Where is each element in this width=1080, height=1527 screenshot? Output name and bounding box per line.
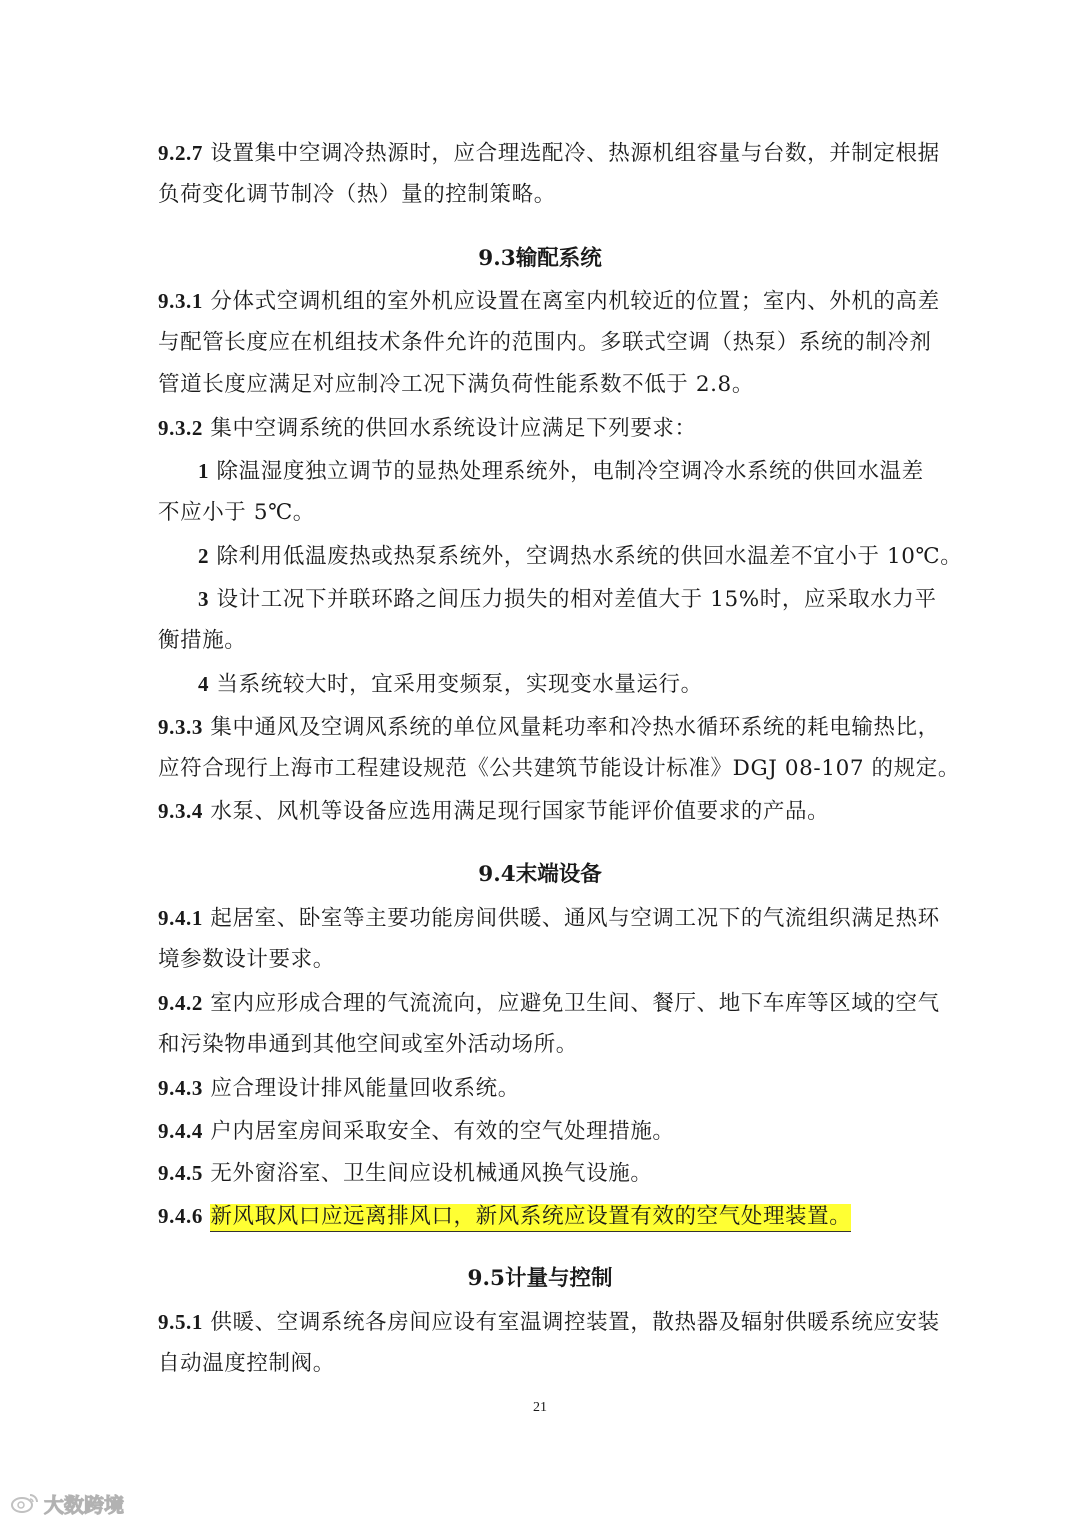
paragraph-text: 起居室、卧室等主要功能房间供暖、通风与空调工况下的气流组织满足热环 <box>203 906 940 931</box>
clause-number: 9.4.5 <box>158 1161 203 1185</box>
paragraph-9-4-1-line-2: 境参数设计要求。 <box>158 947 335 972</box>
paragraph-9-4-5 <box>158 1158 928 1189</box>
item-number: 3 <box>198 587 210 611</box>
clause-number: 9.5.1 <box>158 1310 203 1334</box>
clause-number: 9.4.1 <box>158 906 203 930</box>
clause-number: 9.3.3 <box>158 715 203 739</box>
paragraph-9-3-1-line-2: 与配管长度应在机组技术条件允许的范围内。多联式空调（热泵）系统的制冷剂 <box>158 330 932 355</box>
paragraph-text: 集中空调系统的供回水系统设计应满足下列要求： <box>203 416 697 441</box>
paragraph-9-3-1-line-1 <box>158 286 940 317</box>
page-number: 21 <box>533 1400 547 1415</box>
paragraph-text: 设置集中空调冷热源时，应合理选配冷、热源机组容量与台数，并制定根据 <box>203 141 940 166</box>
list-item-2 <box>198 541 963 572</box>
list-item-1-line-1 <box>198 456 928 487</box>
highlighted-text: 新风取风口应远离排风口，新风系统应设置有效的空气处理装置。 <box>210 1204 851 1232</box>
section-heading-9-3: 9.3输配系统 <box>478 246 602 271</box>
section-heading-9-5: 9.5计量与控制 <box>467 1266 613 1291</box>
paragraph-9-3-4 <box>158 796 928 827</box>
paragraph-9-4-2-line-2: 和污染物串通到其他空间或室外活动场所。 <box>158 1032 578 1057</box>
clause-number: 9.3.4 <box>158 799 203 823</box>
item-text: 除利用低温废热或热泵系统外，空调热水系统的供回水温差不宜小于 10℃。 <box>209 544 963 569</box>
paragraph-text: 无外窗浴室、卫生间应设机械通风换气设施。 <box>203 1161 653 1186</box>
list-item-4 <box>198 669 928 700</box>
clause-number: 9.4.4 <box>158 1119 203 1143</box>
list-item-1-line-2: 不应小于 5℃。 <box>158 500 315 525</box>
clause-number: 9.3.1 <box>158 289 203 313</box>
paragraph-9-4-3 <box>158 1073 928 1104</box>
paragraph-9-4-1-line-1 <box>158 903 940 934</box>
watermark <box>10 1492 124 1521</box>
clause-number: 9.4.3 <box>158 1076 203 1100</box>
item-number: 1 <box>198 459 210 483</box>
paragraph-text: 室内应形成合理的气流流向，应避免卫生间、餐厅、地下车库等区域的空气 <box>203 991 940 1016</box>
item-number: 2 <box>198 544 210 568</box>
paragraph-9-5-1-line-1 <box>158 1307 940 1338</box>
paragraph-text: 应合理设计排风能量回收系统。 <box>203 1076 520 1101</box>
paragraph-9-2-7-line-1 <box>158 138 940 169</box>
clause-number: 9.3.2 <box>158 416 203 440</box>
item-text: 设计工况下并联环路之间压力损失的相对差值大于 15%时，应采取水力平 <box>209 587 937 612</box>
paragraph-9-4-4 <box>158 1116 928 1147</box>
item-number: 4 <box>198 672 210 696</box>
paragraph-9-3-3-line-1 <box>158 712 940 743</box>
list-item-3-line-2: 衡措施。 <box>158 628 247 653</box>
paragraph-9-4-2-line-1 <box>158 988 940 1019</box>
clause-number: 9.2.7 <box>158 141 203 165</box>
item-text: 当系统较大时，宜采用变频泵，实现变水量运行。 <box>209 672 703 697</box>
paragraph-text: 集中通风及空调风系统的单位风量耗功率和冷热水循环系统的耗电输热比， <box>203 715 940 740</box>
paragraph-9-3-1-line-3: 管道长度应满足对应制冷工况下满负荷性能系数不低于 2.8。 <box>158 372 754 397</box>
paragraph-9-2-7-line-2: 负荷变化调节制冷（热）量的控制策略。 <box>158 182 556 207</box>
clause-number: 9.4.2 <box>158 991 203 1015</box>
watermark-text: 大数跨境 <box>44 1494 124 1517</box>
paragraph-9-3-2-line-1 <box>158 413 928 444</box>
weibo-icon <box>10 1492 40 1521</box>
paragraph-9-3-3-line-2: 应符合现行上海市工程建设规范《公共建筑节能设计标准》DGJ 08-107 的规定。 <box>158 756 960 781</box>
paragraph-text: 户内居室房间采取安全、有效的空气处理措施。 <box>203 1119 675 1144</box>
item-text: 除温湿度独立调节的显热处理系统外，电制冷空调冷水系统的供回水温差 <box>209 459 924 484</box>
section-heading-9-4: 9.4末端设备 <box>478 862 602 887</box>
clause-number: 9.4.6 <box>158 1204 203 1228</box>
list-item-3-line-1 <box>198 584 937 615</box>
paragraph-9-4-6 <box>158 1201 928 1232</box>
paragraph-text: 分体式空调机组的室外机应设置在离室内机较近的位置；室内、外机的高差 <box>203 289 940 314</box>
paragraph-9-5-1-line-2: 自动温度控制阀。 <box>158 1351 335 1376</box>
paragraph-text: 供暖、空调系统各房间应设有室温调控装置，散热器及辐射供暖系统应安装 <box>203 1310 940 1335</box>
paragraph-text: 水泵、风机等设备应选用满足现行国家节能评价值要求的产品。 <box>203 799 830 824</box>
